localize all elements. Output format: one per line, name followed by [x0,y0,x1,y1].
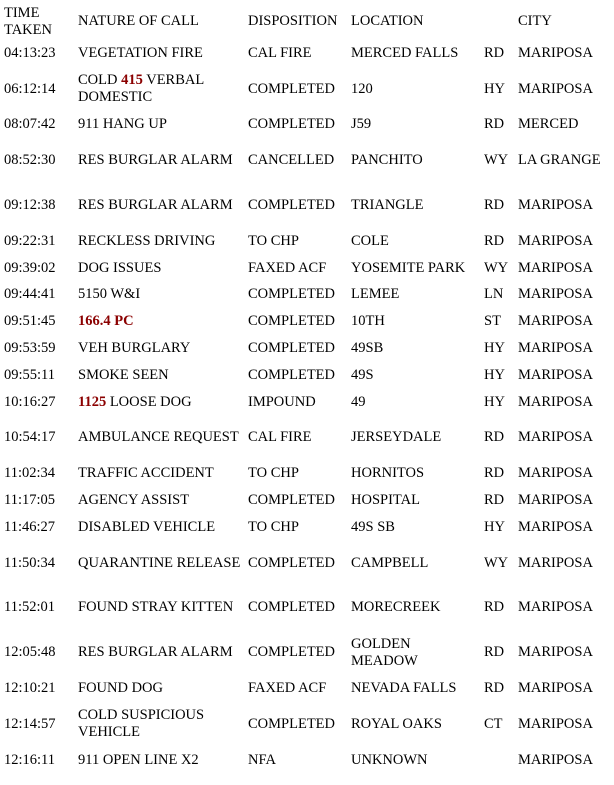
call-city: MARIPOSA [518,286,593,303]
table-row [0,138,614,183]
call-city: MARIPOSA [518,313,593,330]
call-time: 11:46:27 [4,518,56,535]
call-time: 12:16:11 [4,751,56,768]
call-nature [74,675,244,702]
table-row [0,183,614,228]
call-city: MARIPOSA [518,680,593,697]
call-nature [74,487,244,514]
call-location: GOLDEN MEADOW [351,635,418,669]
call-disposition: TO CHP [248,465,299,482]
street-suffix: HY [484,366,505,383]
call-location: TRIANGLE [351,197,424,214]
penal-code: 1125 [78,393,107,410]
call-time: 08:52:30 [4,152,56,169]
header-location: LOCATION [351,13,424,29]
call-city: MARIPOSA [518,232,593,249]
call-time: 11:02:34 [4,465,56,482]
street-suffix: RD [484,644,505,661]
header-suffix [480,0,514,40]
call-city: MARIPOSA [518,518,593,535]
call-disposition: COMPLETED [248,366,335,383]
table-row [0,112,614,139]
table-row [0,747,614,774]
nature-text: RES BURGLAR ALARM [78,197,233,214]
header-city: CITY [518,13,552,29]
nature-text: FOUND STRAY KITTEN [78,599,234,616]
nature-text: 5150 W&I [78,286,141,303]
call-nature [74,282,244,309]
call-location: PANCHITO [351,152,423,169]
call-nature [74,514,244,541]
call-time: 09:51:45 [4,313,56,330]
nature-text: SMOKE SEEN [78,366,169,383]
call-disposition: COMPLETED [248,340,335,357]
call-location: HORNITOS [351,465,425,482]
call-nature [74,747,244,774]
street-suffix [480,747,514,774]
call-time: 09:39:02 [4,259,56,276]
call-location: CAMPBELL [351,554,429,571]
call-nature [74,228,244,255]
call-disposition: CANCELLED [248,152,335,169]
call-nature [74,362,244,389]
call-city: MARIPOSA [518,259,593,276]
call-nature [74,138,244,183]
call-nature [74,541,244,586]
call-location: 49 [351,393,366,410]
table-row [0,389,614,416]
table-row [0,335,614,362]
call-city: MARIPOSA [518,44,593,61]
call-location: JERSEYDALE [351,429,442,446]
street-suffix: RD [484,197,505,214]
table-row [0,541,614,586]
call-time: 10:16:27 [4,393,56,410]
nature-text: QUARANTINE RELEASE [78,554,241,571]
call-city: MARIPOSA [518,429,593,446]
nature-text: FOUND DOG [78,680,163,697]
table-row [0,460,614,487]
call-location: J59 [351,116,372,133]
call-city: MARIPOSA [518,465,593,482]
call-log-body [0,40,614,774]
call-location: 49SB [351,340,384,357]
call-time: 11:50:34 [4,554,56,571]
nature-text: AMBULANCE REQUEST [78,429,239,446]
table-row [0,514,614,541]
street-suffix: RD [484,680,505,697]
call-nature [74,67,244,112]
table-row [0,67,614,112]
street-suffix: WY [484,152,509,169]
table-row [0,675,614,702]
penal-code: 415 [121,72,143,89]
call-city: MARIPOSA [518,715,593,732]
call-time: 10:54:17 [4,429,56,446]
call-time: 12:10:21 [4,680,56,697]
street-suffix: HY [484,393,505,410]
call-nature [74,112,244,139]
call-disposition: COMPLETED [248,116,335,133]
table-row [0,487,614,514]
street-suffix: HY [484,80,505,97]
nature-text: LOOSE DOG [109,393,192,410]
call-disposition: CAL FIRE [248,44,312,61]
call-time: 04:13:23 [4,44,56,61]
street-suffix: LN [484,286,504,303]
street-suffix: CT [484,715,503,732]
nature-text: TRAFFIC ACCIDENT [78,465,214,482]
call-city: MARIPOSA [518,644,593,661]
street-suffix: RD [484,599,505,616]
street-suffix: HY [484,340,505,357]
street-suffix: WY [484,554,509,571]
call-location: 10TH [351,313,385,330]
call-city: MARIPOSA [518,554,593,571]
call-disposition: COMPLETED [248,644,335,661]
call-nature [74,183,244,228]
call-nature [74,630,244,675]
header-nature-of-call: NATURE OF CALL [78,13,199,29]
call-location: COLE [351,232,389,249]
call-disposition: COMPLETED [248,80,335,97]
call-city: MARIPOSA [518,599,593,616]
call-disposition: TO CHP [248,518,299,535]
call-nature [74,416,244,461]
call-city: LA GRANGE [518,152,601,169]
street-suffix: HY [484,518,505,535]
call-disposition: COMPLETED [248,197,335,214]
street-suffix: RD [484,465,505,482]
call-city: MARIPOSA [518,80,593,97]
nature-text: DOG ISSUES [78,259,162,276]
call-location: ROYAL OAKS [351,715,442,732]
nature-text: RES BURGLAR ALARM [78,152,233,169]
call-nature [74,255,244,282]
call-disposition: COMPLETED [248,286,335,303]
call-location: UNKNOWN [351,751,428,768]
call-disposition: TO CHP [248,232,299,249]
penal-code: 166.4 PC [78,313,134,330]
call-nature [74,40,244,67]
call-time: 06:12:14 [4,80,56,97]
street-suffix: RD [484,232,505,249]
call-time: 09:12:38 [4,197,56,214]
street-suffix: RD [484,44,505,61]
table-row [0,228,614,255]
street-suffix: RD [484,492,505,509]
header-time-taken: TIME TAKEN [4,5,52,38]
call-city: MERCED [518,116,579,133]
table-row [0,255,614,282]
call-nature [74,586,244,631]
call-disposition: COMPLETED [248,313,335,330]
table-row [0,40,614,67]
call-location: LEMEE [351,286,400,303]
call-time: 09:44:41 [4,286,56,303]
call-location: HOSPITAL [351,492,420,509]
header-disposition: DISPOSITION [248,13,338,29]
call-disposition: COMPLETED [248,715,335,732]
call-nature [74,702,244,747]
call-time: 11:52:01 [4,599,56,616]
nature-text: VEH BURGLARY [78,340,191,357]
nature-text: COLD SUSPICIOUS VEHICLE [78,707,205,741]
nature-text: AGENCY ASSIST [78,492,190,509]
call-disposition: IMPOUND [248,393,316,410]
call-time: 12:14:57 [4,715,56,732]
call-time: 09:22:31 [4,232,56,249]
call-city: MARIPOSA [518,197,593,214]
nature-text: RECKLESS DRIVING [78,232,216,249]
call-location: NEVADA FALLS [351,680,457,697]
call-time: 11:17:05 [4,492,56,509]
header-row [0,0,614,40]
call-city: MARIPOSA [518,393,593,410]
nature-text: VERBAL DOMESTIC [78,72,204,106]
table-row [0,416,614,461]
street-suffix: RD [484,429,505,446]
street-suffix: RD [484,116,505,133]
call-city: MARIPOSA [518,340,593,357]
call-disposition: CAL FIRE [248,429,312,446]
table-row [0,282,614,309]
call-disposition: FAXED ACF [248,680,327,697]
call-location: MERCED FALLS [351,44,459,61]
street-suffix: ST [484,313,501,330]
nature-text: VEGETATION FIRE [78,44,203,61]
call-city: MARIPOSA [518,751,593,768]
call-location: 49S [351,366,374,383]
call-disposition: COMPLETED [248,599,335,616]
call-location: 49S SB [351,518,395,535]
table-row [0,586,614,631]
call-location: 120 [351,80,373,97]
call-time: 09:53:59 [4,340,56,357]
table-row [0,702,614,747]
nature-text: 911 OPEN LINE X2 [78,751,199,768]
call-nature [74,308,244,335]
call-nature [74,335,244,362]
call-nature [74,460,244,487]
call-disposition: FAXED ACF [248,259,327,276]
nature-text: RES BURGLAR ALARM [78,644,233,661]
nature-prefix: COLD [78,72,122,89]
call-disposition: NFA [248,751,276,768]
nature-text: 911 HANG UP [78,116,167,133]
call-city: MARIPOSA [518,366,593,383]
call-city: MARIPOSA [518,492,593,509]
table-row [0,630,614,675]
call-time: 08:07:42 [4,116,56,133]
call-disposition: COMPLETED [248,492,335,509]
call-disposition: COMPLETED [248,554,335,571]
call-nature [74,389,244,416]
street-suffix: WY [484,259,509,276]
call-time: 09:55:11 [4,366,56,383]
call-location: MORECREEK [351,599,441,616]
call-location: YOSEMITE PARK [351,259,466,276]
call-time: 12:05:48 [4,644,56,661]
table-row [0,308,614,335]
nature-text: DISABLED VEHICLE [78,518,216,535]
table-row [0,362,614,389]
